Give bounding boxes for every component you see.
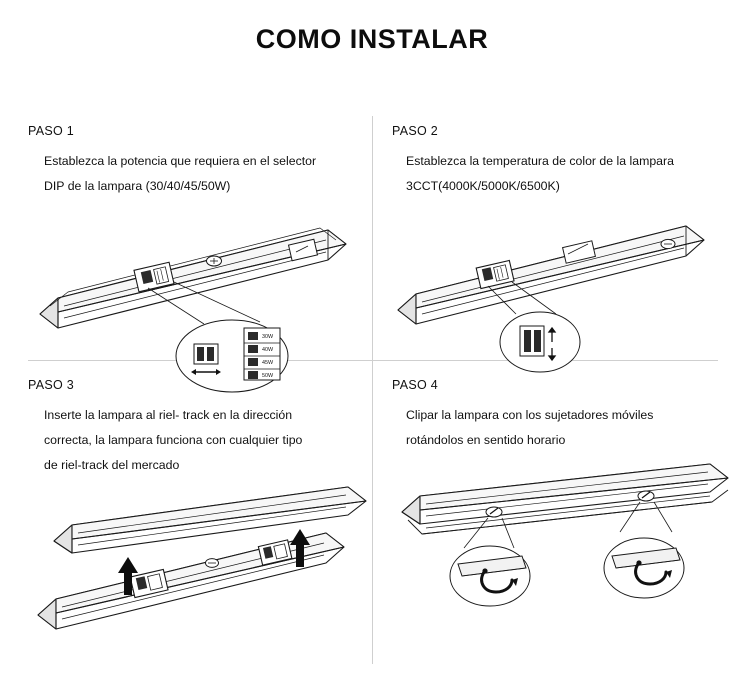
step-2-cell [392,124,736,382]
step-3-text-line-3: de riel-track del mercado [44,458,180,473]
cct-switch-detail-callout [500,312,580,372]
step-1-text-line-1: Establezca la potencia que requiera en el selector [44,154,317,168]
step-3-illustration [28,481,372,661]
step-4-label: PASO 4 [392,378,439,392]
step-4-text-line-1: Clipar la lampara con los sujetadores móviles [406,408,654,422]
step-1-text-line-2: DIP de la lampara (30/40/45/50W) [44,179,231,194]
step-3-text-line-2: correcta, la lampara funciona con cualquier tipo [44,433,303,448]
step-1-cell [28,124,372,382]
clip-marker-right [638,491,654,501]
steps-grid [0,110,744,670]
clip-marker-left [486,507,502,517]
step-3-text-line-1: Inserte la lampara al riel- track en la dirección [44,408,293,422]
clip-rotation-detail-right [604,538,684,598]
step-2-label: PASO 2 [392,124,439,138]
lamp-mid-fitting [206,559,219,568]
step-1-label: PASO 1 [28,124,75,138]
step-2-text-line-2: 3CCT(4000K/5000K/6500K) [406,179,560,194]
dip-row-label-3: 45W [262,360,274,367]
step-4-illustration [392,456,736,636]
dip-row-label-1: 30W [262,334,274,341]
dip-row-label-2: 40W [262,347,274,354]
step-3-cell [28,378,372,661]
step-4-text-line-2: rotándolos en sentido horario [406,433,566,448]
rail-mid-fitting [207,256,222,266]
step-2-illustration [392,202,736,382]
step-4-cell [392,378,736,636]
installed-assembly [402,464,728,534]
step-3-label: PASO 3 [28,378,75,392]
clip-rotation-detail-left [450,546,530,606]
page-title: COMO INSTALAR [255,24,489,54]
step-1-illustration [28,202,372,382]
dip-row-label-4: 50W [262,373,274,380]
vertical-divider [372,116,373,664]
rail-end-clip [661,239,675,248]
step-2-text-line-1: Establezca la temperatura de color de la lampara [406,154,674,168]
